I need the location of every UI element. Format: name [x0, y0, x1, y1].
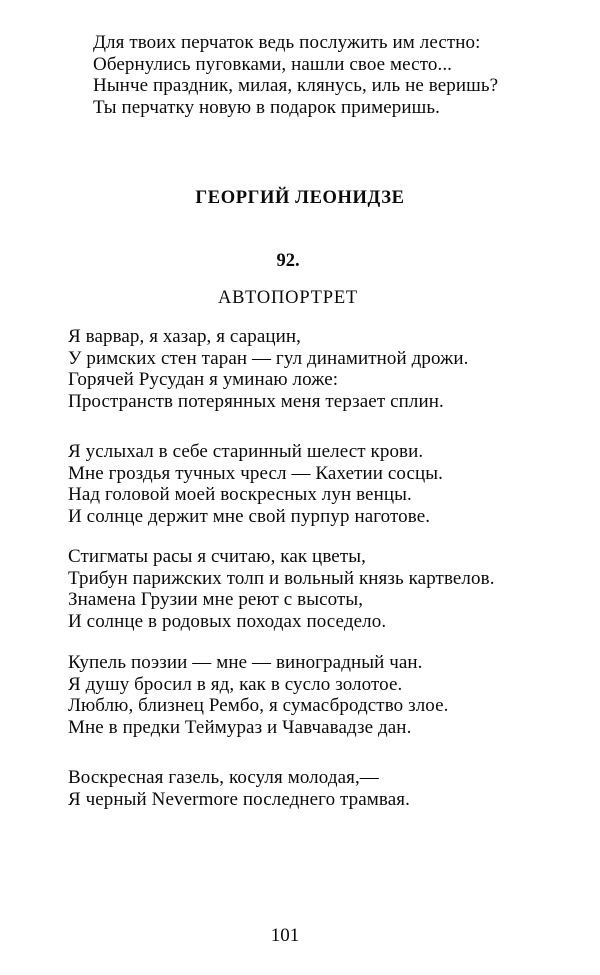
verse-line: Для твоих перчаток ведь послужить им лестно: [93, 32, 481, 53]
page-number: 101 [270, 925, 300, 946]
verse-line: Обернулись пуговками, нашли свое место... [93, 53, 453, 75]
verse-line: Пространств потерянных меня терзает сплин. [68, 390, 444, 412]
stanza-1 [68, 326, 600, 412]
verse-line: Мне в предки Теймураз и Чавчавадзе дан. [68, 716, 412, 738]
stanza-5 [68, 767, 600, 810]
stanza-3 [68, 546, 600, 632]
poem-number: 92. [276, 251, 300, 271]
verse-line: Я варвар, я хазар, я сарацин, [68, 326, 302, 347]
verse-line: Знамена Грузии мне реют с высоты, [68, 589, 364, 610]
verse-line: Купель поэзии — мне — виноградный чан. [68, 652, 423, 673]
verse-line: Над головой моей воскресных лун венцы. [68, 484, 412, 505]
stanza-2 [68, 441, 600, 527]
previous-poem-ending [93, 32, 600, 118]
verse-line: Трибун парижских толп и вольный князь картвелов. [68, 567, 495, 589]
verse-line: Я душу бросил в яд, как в сусло золотое. [68, 673, 403, 695]
verse-line: Я черный Nevermore последнего трамвая. [68, 788, 410, 810]
verse-line: Стигматы расы я считаю, как цветы, [68, 546, 366, 567]
poem-title: АВТОПОРТРЕТ [217, 288, 359, 308]
author-heading: ГЕОРГИЙ ЛЕОНИДЗЕ [195, 188, 405, 208]
stanza-4 [68, 652, 600, 738]
verse-line: Я услыхал в себе старинный шелест крови. [68, 441, 424, 462]
verse-line: И солнце держит мне свой пурпур наготове. [68, 505, 431, 527]
verse-line: Горячей Русудан я уминаю ложе: [68, 369, 339, 390]
verse-line: Воскресная газель, косуля молодая,— [68, 767, 379, 788]
verse-line: И солнце в родовых походах поседело. [68, 610, 387, 632]
verse-line: Люблю, близнец Рембо, я сумасбродство злое. [68, 695, 449, 716]
verse-line: Нынче праздник, милая, клянусь, иль не веришь? [93, 75, 499, 96]
verse-line: Мне гроздья тучных чресл — Кахетии сосцы. [68, 462, 444, 484]
verse-line: Ты перчатку новую в подарок примеришь. [93, 96, 440, 118]
verse-line: У римских стен таран — гул динамитной дрожи. [68, 347, 469, 369]
